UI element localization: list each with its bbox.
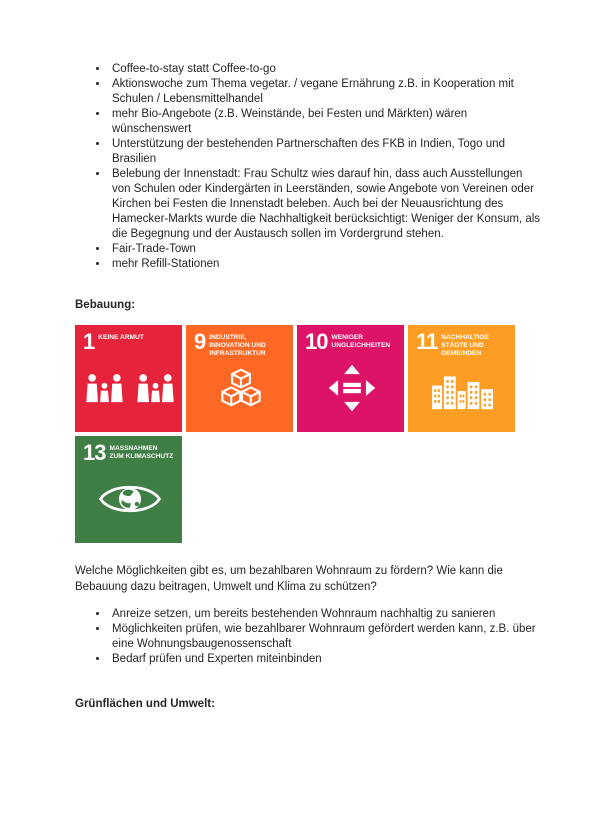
list-item: • mehr Refill-Stationen	[109, 257, 541, 272]
sdg-number: 9	[194, 329, 206, 354]
sdg-label: INDUSTRIE, INNOVATION UND INFRASTRUKTUR	[209, 333, 266, 357]
heading-bebauung: Bebauung:	[75, 299, 136, 311]
sdg-number: 1	[83, 329, 95, 354]
wohnraum-bullet-list	[75, 607, 541, 667]
list-item: • Aktionswoche zum Thema vegetar. / vegane Ernährung z.B. in Kooperation mit Schulen / Lebensmittelhandel	[109, 77, 541, 107]
sdg-label: NACHHALTIGE STÄDTE UND GEMEINDEN	[441, 333, 489, 357]
sdg-tile-13-climate-action	[75, 436, 182, 543]
sdg-label: WENIGER UNGLEICHHEITEN	[331, 333, 391, 349]
sdg-label: MASSNAHMEN ZUM KLIMASCHUTZ	[109, 444, 174, 460]
sdg-tile-10-reduced-inequalities	[297, 325, 404, 432]
sdg1-family-pictogram-icon	[83, 351, 176, 424]
ideas-bullet-list	[75, 62, 541, 272]
sdg-tile-11-sustainable-cities	[408, 325, 515, 432]
sdg-number: 10	[305, 329, 328, 354]
sdg11-city-skyline-icon	[416, 358, 509, 425]
list-item: • Unterstützung der bestehenden Partnerschaften des FKB in Indien, Togo und Brasilien	[109, 137, 541, 167]
list-item: • Belebung der Innenstadt: Frau Schultz wies darauf hin, dass auch Ausstellungen von Schulen oder Kindergärten in Leerständen, sowie Angebote von Vereinen oder Kirchen bei Festen die Innenstadt beleben. Auch bei der Neuausrichtung des Hamecker-Markts wurde die Nachhaltigkeit berücksichtigt: Weniger der Konsum, als die Begegnung und der Austausch sollen im Vordergrund stehen.	[109, 167, 541, 242]
list-item: • Möglichkeiten prüfen, wie bezahlbarer Wohnraum gefördert werden kann, z.B. über eine Wohnungsbaugenossenschaft	[109, 622, 541, 652]
sdg-tile-9-industry-innovation	[186, 325, 293, 432]
list-item: • Coffee-to-stay statt Coffee-to-go	[109, 62, 541, 77]
sdg-label: KEINE ARMUT	[98, 333, 144, 341]
sdg-tile-header	[194, 329, 287, 358]
sdg9-stacked-cubes-icon	[194, 358, 287, 425]
sdg-tile-header	[416, 329, 509, 358]
sdg-tile-1-no-poverty	[75, 325, 182, 432]
sdg-tile-header	[83, 440, 176, 465]
sdg-number: 13	[83, 440, 106, 465]
list-item: • Bedarf prüfen und Experten miteinbinden	[109, 652, 541, 667]
sdg-tile-grid	[75, 325, 517, 543]
sdg-number: 11	[416, 329, 438, 354]
sdg-tile-header	[305, 329, 398, 354]
list-item: • mehr Bio-Angebote (z.B. Weinstände, bei Festen und Märkten) wären wünschenswert	[109, 107, 541, 137]
sdg-tile-header	[83, 329, 176, 354]
sdg10-equality-arrows-icon	[305, 351, 398, 424]
list-item: • Fair-Trade-Town	[109, 242, 541, 257]
heading-gruenflaechen: Grünflächen und Umwelt:	[75, 698, 215, 710]
sdg13-eye-globe-icon	[83, 462, 176, 535]
question-paragraph: Welche Möglichkeiten gibt es, um bezahlbaren Wohnraum zu fördern? Wie kann die Bebauung dazu beitragen, Umwelt und Klima zu schützen?	[75, 565, 503, 593]
list-item: • Anreize setzen, um bereits bestehenden Wohnraum nachhaltig zu sanieren	[109, 607, 541, 622]
